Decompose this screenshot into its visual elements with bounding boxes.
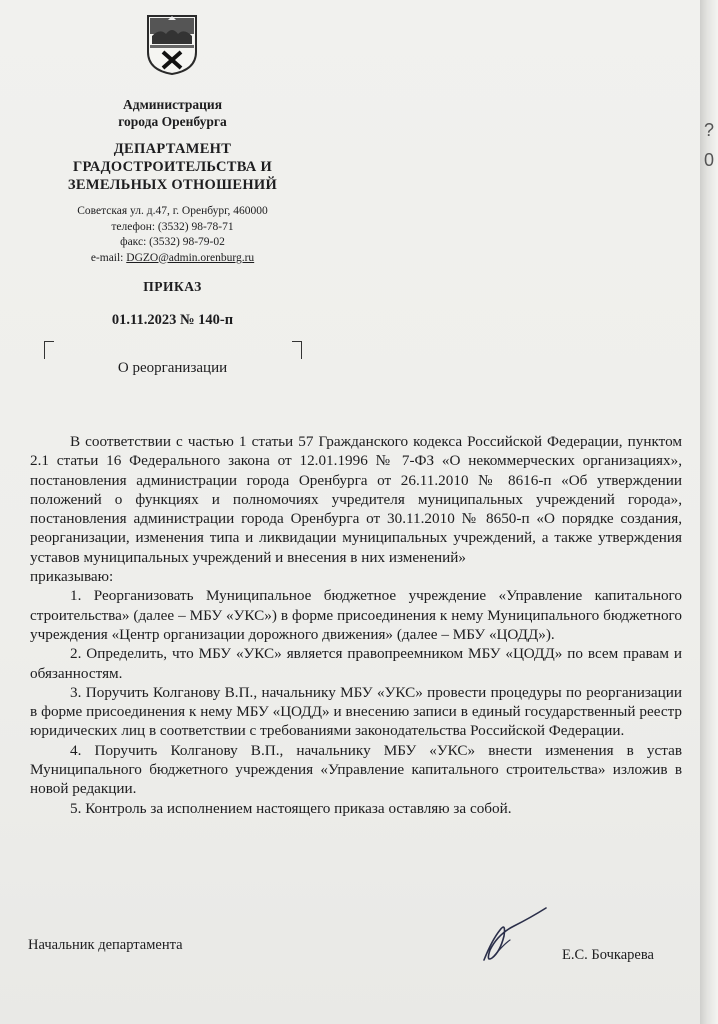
email-line: [30, 251, 315, 267]
signatory-role: Начальник департамента: [28, 937, 183, 953]
preamble: В соответствии с частью 1 статьи 57 Гражданского кодекса Российской Федерации, пунктом 2.1 статьи 16 Федерального закона от 12.01.1996 № 7-ФЗ «О некоммерческих организациях», постановления администрации города Оренбурга от 26.11.2010 № 8616-п «Об утверждении положений о функциях и полномочиях учредителя муниципальных учреждений города», постановления администрации города Оренбурга от 30.11.2010 № 8650-п «О порядке создания, реорганизации, изменения типа и ликвидации муниципальных учреждений, а также утверждения уставов муниципальных учреждений и внесения в них изменений»: [30, 433, 682, 566]
phone: телефон: (3532) 98-78-71: [111, 220, 234, 233]
handwritten-signature: [470, 900, 560, 970]
email-label: e-mail:: [90, 251, 127, 264]
decree-word: приказываю:: [30, 568, 114, 586]
administration-name: [30, 96, 315, 130]
order-title: ПРИКАЗ: [143, 279, 202, 294]
item-1: 1. Реорганизовать Муниципальное бюджетное учреждение «Управление капитального строительства» (далее – МБУ «УКС») в форме присоединения к нему Муниципального бюджетного учреждения «Центр организации дорожного движения» (далее – МБУ «ЦОДД»).: [30, 587, 682, 643]
address: Советская ул. д.47, г. Оренбург, 460000: [77, 205, 268, 217]
contact-block: [30, 204, 315, 266]
order-subject: О реорганизации: [117, 360, 228, 376]
admin-line-1: Администрация: [122, 97, 222, 112]
corner-mark-right: [292, 341, 302, 359]
order-date-number: 01.11.2023 № 140-п: [111, 312, 234, 328]
adjacent-page-edge: ? 0: [700, 0, 718, 1024]
item-4: 4. Поручить Колганову В.П., начальнику МБУ «УКС» внести изменения в устав Муниципального бюджетного учреждения «Управление капитального строительства» изложив в новой редакции.: [30, 741, 682, 798]
dept-line-1: ДЕПАРТАМЕНТ: [113, 141, 232, 157]
item-2: 2. Определить, что МБУ «УКС» является правопреемником МБУ «ЦОДД» по всем правам и обязанностям.: [30, 645, 682, 682]
admin-line-2: города Оренбурга: [118, 114, 227, 129]
city-emblem-icon: [146, 14, 198, 76]
item-3: 3. Поручить Колганову В.П., начальнику МБУ «УКС» провести процедуры по реорганизации в форме присоединения к нему МБУ «ЦОДД» и внесению записи в единый государственный реестр юридических лиц в соответствии с требованиями законодательства Российской Федерации.: [30, 683, 682, 740]
corner-mark-left: [44, 341, 54, 359]
item-5: 5. Контроль за исполнением настоящего приказа оставляю за собой.: [70, 799, 512, 817]
signatory-name: Е.С. Бочкарева: [562, 947, 654, 963]
order-body: [30, 432, 682, 818]
fax: факс: (3532) 98-79-02: [120, 236, 225, 248]
dept-line-2: ГРАДОСТРОИТЕЛЬСТВА И: [72, 159, 273, 175]
department-name: [30, 140, 315, 194]
email-link[interactable]: DGZO@admin.orenburg.ru: [126, 251, 255, 264]
dept-line-3: ЗЕМЕЛЬНЫХ ОТНОШЕНИЙ: [67, 177, 278, 193]
